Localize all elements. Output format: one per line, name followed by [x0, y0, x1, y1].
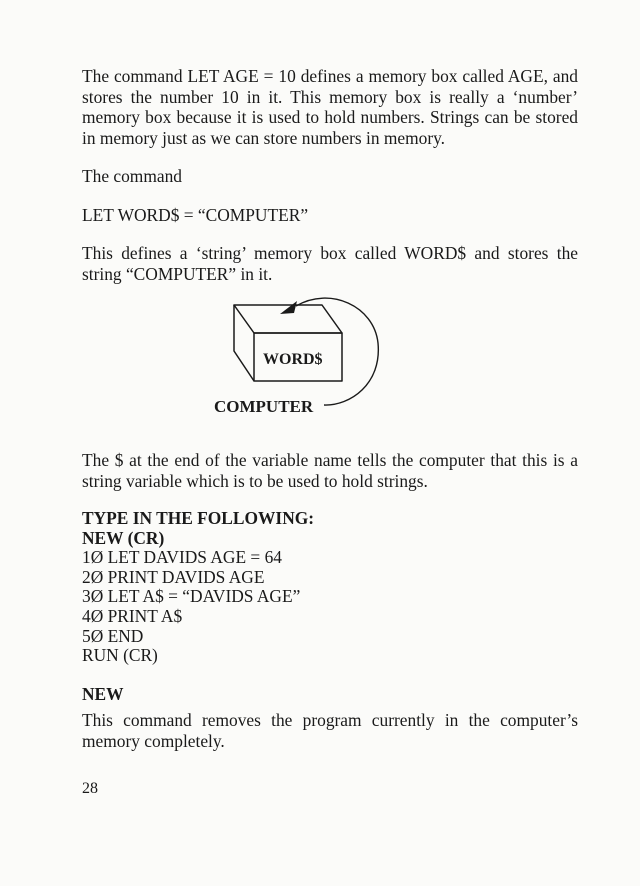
- arrow-head: [280, 301, 297, 314]
- new-section-heading: NEW: [82, 683, 124, 704]
- code-line: 3Ø LET A$ = “DAVIDS AGE”: [82, 586, 301, 607]
- paragraph-let-age: The command LET AGE = 10 defines a memory box called AGE, and stores the number 10 in it. This memory box is really a ‘number’ memory box because it is used to hold numbers. Strings can be stored in memory just as we can store numbers in memory.: [82, 66, 578, 148]
- exercise-heading: TYPE IN THE FOLLOWING:: [82, 508, 315, 528]
- exercise-block: [82, 509, 578, 666]
- page-content: [82, 66, 578, 751]
- code-line: 4Ø PRINT A$: [82, 605, 183, 626]
- code-line: RUN (CR): [82, 645, 158, 666]
- paragraph-dollar-sign: The $ at the end of the variable name tells the computer that this is a string variable which is to be used to hold strings.: [82, 450, 578, 491]
- paragraph-the-command: The command: [82, 166, 182, 186]
- box-left-side: [234, 305, 254, 381]
- new-section-body: This command removes the program currently in the computer’s memory completely.: [82, 710, 578, 751]
- code-example-let-word: LET WORD$ = “COMPUTER”: [82, 204, 309, 225]
- exercise-new-line: NEW (CR): [82, 527, 165, 548]
- code-line: 5Ø END: [82, 625, 144, 646]
- page-number: 28: [82, 780, 98, 797]
- code-line: 2Ø PRINT DAVIDS AGE: [82, 566, 265, 587]
- box-label-word: WORD$: [263, 351, 323, 368]
- memory-box-drawing: [82, 288, 578, 450]
- code-line: 1Ø LET DAVIDS AGE = 64: [82, 547, 282, 568]
- memory-box-diagram: [82, 288, 578, 450]
- paragraph-string-box: This defines a ‘string’ memory box called WORD$ and stores the string “COMPUTER” in it.: [82, 243, 578, 284]
- value-label-computer: COMPUTER: [214, 397, 314, 416]
